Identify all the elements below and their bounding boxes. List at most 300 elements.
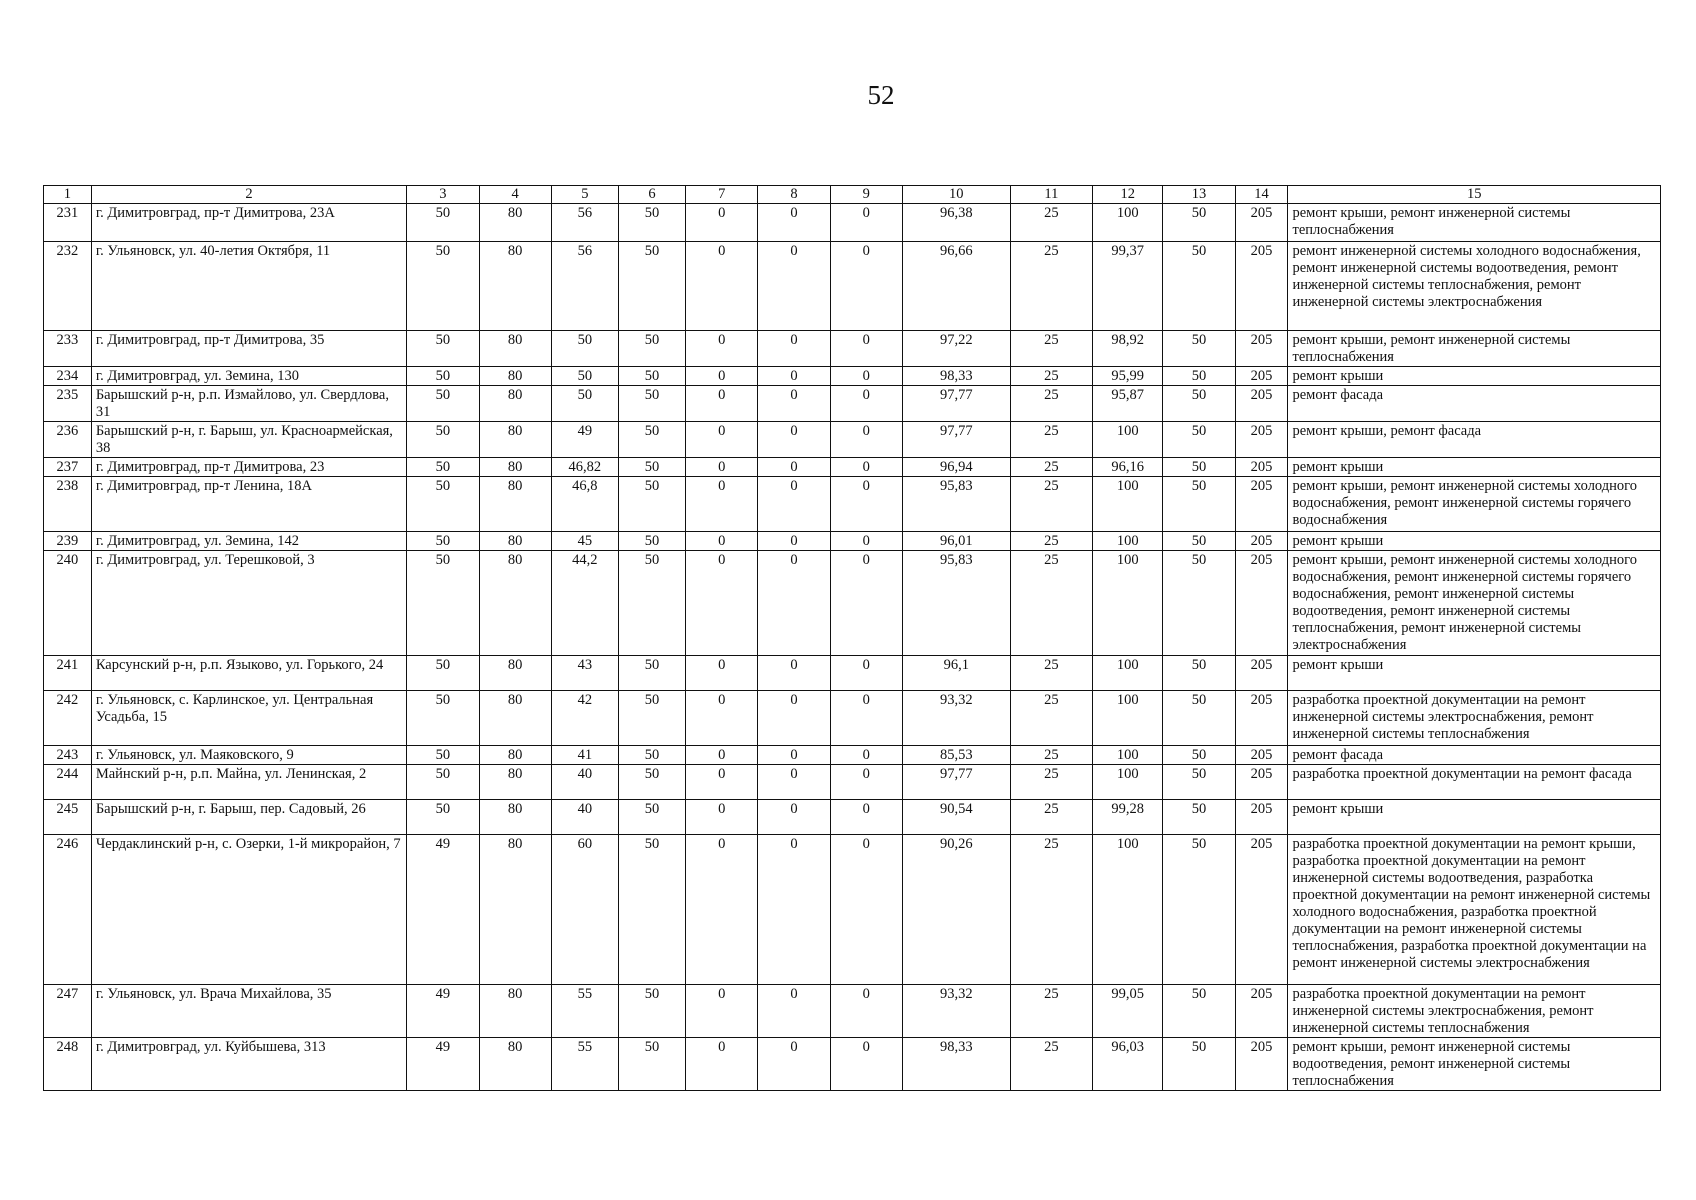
- work-types: ремонт крыши, ремонт инженерной системы теплоснабжения: [1288, 204, 1661, 242]
- row-number: 244: [44, 765, 92, 800]
- value-col-6: 50: [618, 331, 685, 367]
- value-col-8: 0: [758, 765, 830, 800]
- value-col-8: 0: [758, 800, 830, 835]
- work-types: ремонт крыши: [1288, 656, 1661, 691]
- value-col-14: 205: [1235, 551, 1288, 656]
- value-col-11: 25: [1010, 656, 1092, 691]
- value-col-13: 50: [1163, 367, 1235, 386]
- value-col-9: 0: [830, 1038, 902, 1091]
- value-col-14: 205: [1235, 242, 1288, 331]
- value-col-5: 55: [551, 1038, 618, 1091]
- address: Майнский р-н, р.п. Майна, ул. Ленинская, 2: [91, 765, 406, 800]
- table-row: [44, 800, 1661, 835]
- value-col-14: 205: [1235, 1038, 1288, 1091]
- value-col-12: 100: [1093, 422, 1163, 458]
- value-col-7: 0: [686, 746, 758, 765]
- value-col-3: 50: [407, 477, 479, 532]
- value-col-8: 0: [758, 477, 830, 532]
- value-col-5: 50: [551, 331, 618, 367]
- value-col-12: 99,28: [1093, 800, 1163, 835]
- value-col-7: 0: [686, 985, 758, 1038]
- value-col-10: 97,77: [902, 386, 1010, 422]
- value-col-3: 49: [407, 985, 479, 1038]
- table-row: [44, 746, 1661, 765]
- value-col-14: 205: [1235, 386, 1288, 422]
- value-col-13: 50: [1163, 800, 1235, 835]
- value-col-4: 80: [479, 1038, 551, 1091]
- address: г. Димитровград, ул. Земина, 142: [91, 532, 406, 551]
- value-col-4: 80: [479, 835, 551, 985]
- value-col-5: 49: [551, 422, 618, 458]
- address: г. Димитровград, пр-т Ленина, 18А: [91, 477, 406, 532]
- value-col-3: 50: [407, 746, 479, 765]
- value-col-10: 97,77: [902, 765, 1010, 800]
- value-col-10: 98,33: [902, 367, 1010, 386]
- row-number: 237: [44, 458, 92, 477]
- value-col-7: 0: [686, 204, 758, 242]
- value-col-14: 205: [1235, 765, 1288, 800]
- value-col-4: 80: [479, 985, 551, 1038]
- table-row: [44, 477, 1661, 532]
- value-col-8: 0: [758, 204, 830, 242]
- value-col-4: 80: [479, 242, 551, 331]
- address: Барышский р-н, р.п. Измайлово, ул. Свердлова, 31: [91, 386, 406, 422]
- work-types: ремонт крыши: [1288, 532, 1661, 551]
- value-col-9: 0: [830, 422, 902, 458]
- value-col-7: 0: [686, 551, 758, 656]
- value-col-13: 50: [1163, 985, 1235, 1038]
- value-col-6: 50: [618, 386, 685, 422]
- work-types: ремонт фасада: [1288, 746, 1661, 765]
- value-col-8: 0: [758, 331, 830, 367]
- address: г. Ульяновск, ул. Маяковского, 9: [91, 746, 406, 765]
- column-number: 7: [686, 186, 758, 204]
- value-col-13: 50: [1163, 477, 1235, 532]
- value-col-5: 56: [551, 204, 618, 242]
- value-col-8: 0: [758, 422, 830, 458]
- column-number: 4: [479, 186, 551, 204]
- value-col-3: 50: [407, 551, 479, 656]
- value-col-10: 97,77: [902, 422, 1010, 458]
- value-col-9: 0: [830, 800, 902, 835]
- table-row: [44, 765, 1661, 800]
- value-col-7: 0: [686, 386, 758, 422]
- column-number: 15: [1288, 186, 1661, 204]
- value-col-14: 205: [1235, 367, 1288, 386]
- value-col-3: 50: [407, 691, 479, 746]
- column-number: 5: [551, 186, 618, 204]
- value-col-6: 50: [618, 551, 685, 656]
- table-row: [44, 532, 1661, 551]
- table-row: [44, 331, 1661, 367]
- value-col-12: 100: [1093, 746, 1163, 765]
- value-col-5: 44,2: [551, 551, 618, 656]
- column-number: 6: [618, 186, 685, 204]
- work-types: разработка проектной документации на ремонт инженерной системы электроснабжения, ремонт инженерной системы теплоснабжения: [1288, 691, 1661, 746]
- value-col-11: 25: [1010, 242, 1092, 331]
- value-col-11: 25: [1010, 204, 1092, 242]
- value-col-4: 80: [479, 458, 551, 477]
- value-col-5: 46,82: [551, 458, 618, 477]
- value-col-8: 0: [758, 551, 830, 656]
- value-col-5: 40: [551, 765, 618, 800]
- value-col-11: 25: [1010, 765, 1092, 800]
- value-col-4: 80: [479, 532, 551, 551]
- value-col-9: 0: [830, 985, 902, 1038]
- value-col-10: 96,1: [902, 656, 1010, 691]
- value-col-4: 80: [479, 331, 551, 367]
- table-row: [44, 551, 1661, 656]
- value-col-12: 95,99: [1093, 367, 1163, 386]
- address: г. Димитровград, пр-т Димитрова, 23: [91, 458, 406, 477]
- value-col-6: 50: [618, 765, 685, 800]
- value-col-5: 55: [551, 985, 618, 1038]
- value-col-7: 0: [686, 691, 758, 746]
- table-row: [44, 985, 1661, 1038]
- value-col-12: 100: [1093, 765, 1163, 800]
- value-col-7: 0: [686, 242, 758, 331]
- value-col-13: 50: [1163, 242, 1235, 331]
- value-col-11: 25: [1010, 532, 1092, 551]
- value-col-3: 50: [407, 765, 479, 800]
- value-col-9: 0: [830, 656, 902, 691]
- value-col-4: 80: [479, 656, 551, 691]
- column-number: 3: [407, 186, 479, 204]
- value-col-9: 0: [830, 458, 902, 477]
- work-types: ремонт крыши, ремонт инженерной системы холодного водоснабжения, ремонт инженерной системы горячего водоснабжения: [1288, 477, 1661, 532]
- address: г. Ульяновск, ул. 40-летия Октября, 11: [91, 242, 406, 331]
- value-col-3: 49: [407, 1038, 479, 1091]
- value-col-3: 50: [407, 532, 479, 551]
- table-row: [44, 242, 1661, 331]
- work-types: ремонт крыши: [1288, 458, 1661, 477]
- value-col-7: 0: [686, 1038, 758, 1091]
- value-col-9: 0: [830, 204, 902, 242]
- value-col-11: 25: [1010, 1038, 1092, 1091]
- value-col-9: 0: [830, 691, 902, 746]
- work-types: разработка проектной документации на ремонт фасада: [1288, 765, 1661, 800]
- value-col-10: 95,83: [902, 551, 1010, 656]
- value-col-4: 80: [479, 746, 551, 765]
- work-types: ремонт крыши, ремонт инженерной системы холодного водоснабжения, ремонт инженерной системы горячего водоснабжения, ремонт инженерной системы водоотведения, ремонт инженерной системы теплоснабжения, ремонт инженерной системы электроснабжения: [1288, 551, 1661, 656]
- value-col-3: 50: [407, 331, 479, 367]
- value-col-11: 25: [1010, 458, 1092, 477]
- value-col-14: 205: [1235, 656, 1288, 691]
- row-number: 232: [44, 242, 92, 331]
- value-col-12: 96,03: [1093, 1038, 1163, 1091]
- work-types: ремонт фасада: [1288, 386, 1661, 422]
- column-number: 2: [91, 186, 406, 204]
- value-col-7: 0: [686, 422, 758, 458]
- address: Карсунский р-н, р.п. Языково, ул. Горького, 24: [91, 656, 406, 691]
- value-col-4: 80: [479, 477, 551, 532]
- column-number: 12: [1093, 186, 1163, 204]
- row-number: 247: [44, 985, 92, 1038]
- value-col-7: 0: [686, 765, 758, 800]
- row-number: 238: [44, 477, 92, 532]
- value-col-12: 100: [1093, 204, 1163, 242]
- value-col-4: 80: [479, 386, 551, 422]
- value-col-5: 46,8: [551, 477, 618, 532]
- value-col-3: 49: [407, 835, 479, 985]
- value-col-12: 99,05: [1093, 985, 1163, 1038]
- table-row: [44, 835, 1661, 985]
- value-col-4: 80: [479, 367, 551, 386]
- work-types: разработка проектной документации на ремонт крыши, разработка проектной документации на ремонт инженерной системы водоотведения, разработка проектной документации на ремонт инженерной системы холодного водоснабжения, разработка проектной документации на ремонт инженерной системы теплоснабжения, разработка проектной документации на ремонт инженерной системы электроснабжения: [1288, 835, 1661, 985]
- value-col-13: 50: [1163, 458, 1235, 477]
- value-col-4: 80: [479, 691, 551, 746]
- value-col-10: 97,22: [902, 331, 1010, 367]
- value-col-3: 50: [407, 386, 479, 422]
- value-col-7: 0: [686, 532, 758, 551]
- row-number: 240: [44, 551, 92, 656]
- value-col-6: 50: [618, 835, 685, 985]
- value-col-10: 93,32: [902, 691, 1010, 746]
- value-col-8: 0: [758, 242, 830, 331]
- row-number: 241: [44, 656, 92, 691]
- value-col-3: 50: [407, 800, 479, 835]
- value-col-11: 25: [1010, 985, 1092, 1038]
- value-col-14: 205: [1235, 331, 1288, 367]
- value-col-6: 50: [618, 691, 685, 746]
- work-types: ремонт крыши, ремонт инженерной системы теплоснабжения: [1288, 331, 1661, 367]
- value-col-9: 0: [830, 477, 902, 532]
- column-number: 8: [758, 186, 830, 204]
- value-col-5: 50: [551, 367, 618, 386]
- value-col-8: 0: [758, 367, 830, 386]
- value-col-10: 90,54: [902, 800, 1010, 835]
- value-col-12: 100: [1093, 532, 1163, 551]
- value-col-12: 96,16: [1093, 458, 1163, 477]
- value-col-10: 96,01: [902, 532, 1010, 551]
- value-col-11: 25: [1010, 835, 1092, 985]
- value-col-9: 0: [830, 532, 902, 551]
- value-col-10: 96,94: [902, 458, 1010, 477]
- value-col-11: 25: [1010, 386, 1092, 422]
- address: г. Димитровград, пр-т Димитрова, 23А: [91, 204, 406, 242]
- value-col-4: 80: [479, 551, 551, 656]
- value-col-5: 40: [551, 800, 618, 835]
- value-col-3: 50: [407, 242, 479, 331]
- row-number: 233: [44, 331, 92, 367]
- work-types: ремонт крыши: [1288, 367, 1661, 386]
- value-col-3: 50: [407, 367, 479, 386]
- value-col-12: 100: [1093, 551, 1163, 656]
- value-col-6: 50: [618, 532, 685, 551]
- value-col-12: 100: [1093, 691, 1163, 746]
- value-col-11: 25: [1010, 551, 1092, 656]
- table-row: [44, 386, 1661, 422]
- page-number: 52: [867, 80, 895, 110]
- value-col-9: 0: [830, 367, 902, 386]
- row-number: 243: [44, 746, 92, 765]
- value-col-13: 50: [1163, 765, 1235, 800]
- value-col-13: 50: [1163, 386, 1235, 422]
- row-number: 234: [44, 367, 92, 386]
- row-number: 235: [44, 386, 92, 422]
- value-col-13: 50: [1163, 331, 1235, 367]
- address: г. Ульяновск, ул. Врача Михайлова, 35: [91, 985, 406, 1038]
- value-col-12: 98,92: [1093, 331, 1163, 367]
- address: г. Ульяновск, с. Карлинское, ул. Центральная Усадьба, 15: [91, 691, 406, 746]
- value-col-11: 25: [1010, 367, 1092, 386]
- work-types: ремонт крыши: [1288, 800, 1661, 835]
- value-col-11: 25: [1010, 800, 1092, 835]
- value-col-6: 50: [618, 800, 685, 835]
- value-col-3: 50: [407, 656, 479, 691]
- value-col-10: 85,53: [902, 746, 1010, 765]
- address: г. Димитровград, пр-т Димитрова, 35: [91, 331, 406, 367]
- value-col-5: 42: [551, 691, 618, 746]
- value-col-12: 100: [1093, 477, 1163, 532]
- address: Барышский р-н, г. Барыш, ул. Красноармейская, 38: [91, 422, 406, 458]
- value-col-9: 0: [830, 331, 902, 367]
- value-col-10: 93,32: [902, 985, 1010, 1038]
- value-col-14: 205: [1235, 204, 1288, 242]
- value-col-13: 50: [1163, 835, 1235, 985]
- row-number: 245: [44, 800, 92, 835]
- value-col-11: 25: [1010, 422, 1092, 458]
- value-col-10: 96,66: [902, 242, 1010, 331]
- table-row: [44, 656, 1661, 691]
- value-col-13: 50: [1163, 204, 1235, 242]
- row-number: 242: [44, 691, 92, 746]
- value-col-14: 205: [1235, 800, 1288, 835]
- value-col-10: 98,33: [902, 1038, 1010, 1091]
- value-col-5: 60: [551, 835, 618, 985]
- value-col-9: 0: [830, 386, 902, 422]
- value-col-8: 0: [758, 691, 830, 746]
- value-col-6: 50: [618, 1038, 685, 1091]
- value-col-6: 50: [618, 458, 685, 477]
- value-col-4: 80: [479, 765, 551, 800]
- value-col-8: 0: [758, 835, 830, 985]
- value-col-13: 50: [1163, 532, 1235, 551]
- column-number: 11: [1010, 186, 1092, 204]
- value-col-13: 50: [1163, 746, 1235, 765]
- value-col-14: 205: [1235, 532, 1288, 551]
- value-col-7: 0: [686, 331, 758, 367]
- value-col-12: 100: [1093, 656, 1163, 691]
- value-col-6: 50: [618, 746, 685, 765]
- value-col-14: 205: [1235, 458, 1288, 477]
- value-col-7: 0: [686, 458, 758, 477]
- value-col-13: 50: [1163, 656, 1235, 691]
- column-number: 1: [44, 186, 92, 204]
- value-col-6: 50: [618, 367, 685, 386]
- value-col-9: 0: [830, 765, 902, 800]
- row-number: 231: [44, 204, 92, 242]
- value-col-8: 0: [758, 532, 830, 551]
- value-col-14: 205: [1235, 835, 1288, 985]
- table-row: [44, 204, 1661, 242]
- value-col-14: 205: [1235, 477, 1288, 532]
- value-col-9: 0: [830, 551, 902, 656]
- value-col-11: 25: [1010, 746, 1092, 765]
- value-col-14: 205: [1235, 746, 1288, 765]
- address: г. Димитровград, ул. Терешковой, 3: [91, 551, 406, 656]
- work-types: разработка проектной документации на ремонт инженерной системы электроснабжения, ремонт инженерной системы теплоснабжения: [1288, 985, 1661, 1038]
- work-types: ремонт инженерной системы холодного водоснабжения, ремонт инженерной системы водоотведения, ремонт инженерной системы теплоснабжения, ремонт инженерной системы электроснабжения: [1288, 242, 1661, 331]
- value-col-6: 50: [618, 422, 685, 458]
- value-col-13: 50: [1163, 422, 1235, 458]
- table-row: [44, 691, 1661, 746]
- value-col-13: 50: [1163, 691, 1235, 746]
- value-col-7: 0: [686, 800, 758, 835]
- address: Чердаклинский р-н, с. Озерки, 1-й микрорайон, 7: [91, 835, 406, 985]
- value-col-3: 50: [407, 204, 479, 242]
- value-col-14: 205: [1235, 691, 1288, 746]
- value-col-6: 50: [618, 656, 685, 691]
- table-row: [44, 367, 1661, 386]
- value-col-13: 50: [1163, 551, 1235, 656]
- value-col-7: 0: [686, 835, 758, 985]
- row-number: 236: [44, 422, 92, 458]
- value-col-4: 80: [479, 204, 551, 242]
- value-col-11: 25: [1010, 477, 1092, 532]
- value-col-5: 56: [551, 242, 618, 331]
- value-col-12: 100: [1093, 835, 1163, 985]
- value-col-6: 50: [618, 204, 685, 242]
- value-col-8: 0: [758, 746, 830, 765]
- work-types: ремонт крыши, ремонт инженерной системы водоотведения, ремонт инженерной системы теплоснабжения: [1288, 1038, 1661, 1091]
- value-col-10: 96,38: [902, 204, 1010, 242]
- value-col-9: 0: [830, 242, 902, 331]
- row-number: 246: [44, 835, 92, 985]
- value-col-3: 50: [407, 458, 479, 477]
- value-col-9: 0: [830, 835, 902, 985]
- address: Барышский р-н, г. Барыш, пер. Садовый, 26: [91, 800, 406, 835]
- value-col-9: 0: [830, 746, 902, 765]
- address: г. Димитровград, ул. Земина, 130: [91, 367, 406, 386]
- value-col-11: 25: [1010, 691, 1092, 746]
- value-col-6: 50: [618, 985, 685, 1038]
- value-col-8: 0: [758, 1038, 830, 1091]
- value-col-12: 99,37: [1093, 242, 1163, 331]
- value-col-14: 205: [1235, 985, 1288, 1038]
- register-table: [43, 185, 1661, 1091]
- value-col-8: 0: [758, 386, 830, 422]
- value-col-7: 0: [686, 367, 758, 386]
- row-number: 248: [44, 1038, 92, 1091]
- value-col-4: 80: [479, 422, 551, 458]
- value-col-7: 0: [686, 477, 758, 532]
- value-col-6: 50: [618, 242, 685, 331]
- table-row: [44, 1038, 1661, 1091]
- column-number-row: [44, 186, 1661, 204]
- value-col-4: 80: [479, 800, 551, 835]
- value-col-5: 41: [551, 746, 618, 765]
- row-number: 239: [44, 532, 92, 551]
- value-col-6: 50: [618, 477, 685, 532]
- value-col-5: 50: [551, 386, 618, 422]
- value-col-3: 50: [407, 422, 479, 458]
- value-col-12: 95,87: [1093, 386, 1163, 422]
- value-col-10: 90,26: [902, 835, 1010, 985]
- value-col-5: 45: [551, 532, 618, 551]
- work-types: ремонт крыши, ремонт фасада: [1288, 422, 1661, 458]
- address: г. Димитровград, ул. Куйбышева, 313: [91, 1038, 406, 1091]
- value-col-14: 205: [1235, 422, 1288, 458]
- value-col-8: 0: [758, 656, 830, 691]
- value-col-8: 0: [758, 458, 830, 477]
- column-number: 10: [902, 186, 1010, 204]
- value-col-10: 95,83: [902, 477, 1010, 532]
- value-col-13: 50: [1163, 1038, 1235, 1091]
- column-number: 9: [830, 186, 902, 204]
- value-col-7: 0: [686, 656, 758, 691]
- table-row: [44, 422, 1661, 458]
